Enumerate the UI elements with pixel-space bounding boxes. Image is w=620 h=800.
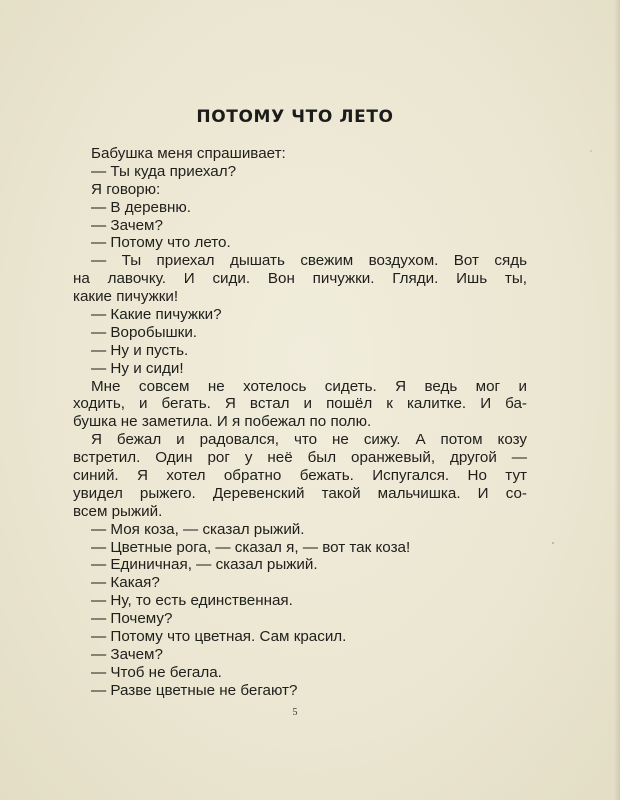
text-line: — Потому что цветная. Сам красил.: [91, 628, 347, 646]
text-line: — Зачем?: [91, 216, 163, 234]
text-line: — Цветные рога, — сказал я, — вот так коза!: [91, 538, 411, 556]
page-number: 5: [292, 707, 298, 718]
text-line: — Ты куда приехал?: [91, 162, 237, 180]
text-line: — Разве цветные не бегают?: [91, 681, 298, 699]
text-line: — Потому что лето.: [91, 234, 231, 252]
text-line: — В деревню.: [91, 198, 192, 216]
paper-speck: [552, 542, 554, 544]
text-line: — Моя коза, — сказал рыжий.: [91, 520, 305, 538]
text-line: — Чтоб не бегала.: [91, 663, 222, 681]
text-line: какие пичужки!: [73, 288, 179, 306]
text-line: — Какие пичужки?: [91, 306, 222, 324]
text-line: ходить, и бегать. Я встал и пошёл к калитке. И ба-: [73, 395, 527, 413]
text-line: увидел рыжего. Деревенский такой мальчишка. И со-: [73, 484, 527, 502]
text-line: — Какая?: [91, 574, 160, 592]
text-line: — Почему?: [91, 610, 173, 628]
chapter-title: ПОТОМУ ЧТО ЛЕТО: [196, 107, 394, 127]
text-line: — Воробышки.: [91, 323, 198, 341]
page-edge-shadow: [614, 0, 620, 800]
body-text: [73, 145, 527, 700]
text-line: Я бежал и радовался, что не сижу. А потом козу: [91, 431, 527, 449]
text-line: встретил. Один рог у неё был оранжевый, другой —: [73, 449, 527, 467]
text-line: на лавочку. И сиди. Вон пичужки. Гляди. Ишь ты,: [73, 270, 527, 288]
text-line: — Зачем?: [91, 645, 163, 663]
text-line: — Единичная, — сказал рыжий.: [91, 556, 318, 574]
text-line: Мне совсем не хотелось сидеть. Я ведь мог и: [91, 377, 527, 395]
text-line: всем рыжий.: [73, 502, 163, 520]
paper-speck: [590, 150, 592, 152]
text-line: — Ну и пусть.: [91, 341, 189, 359]
text-line: Я говорю:: [91, 180, 161, 198]
text-line: Бабушка меня спрашивает:: [91, 145, 286, 162]
text-line: бушка не заметила. И я побежал по полю.: [73, 413, 372, 431]
text-line: — Ну и сиди!: [91, 359, 184, 377]
text-line: синий. Я хотел обратно бежать. Испугался. Но тут: [73, 467, 527, 485]
text-line: — Ты приехал дышать свежим воздухом. Вот сядь: [91, 252, 527, 270]
text-line: — Ну, то есть единственная.: [91, 592, 293, 610]
